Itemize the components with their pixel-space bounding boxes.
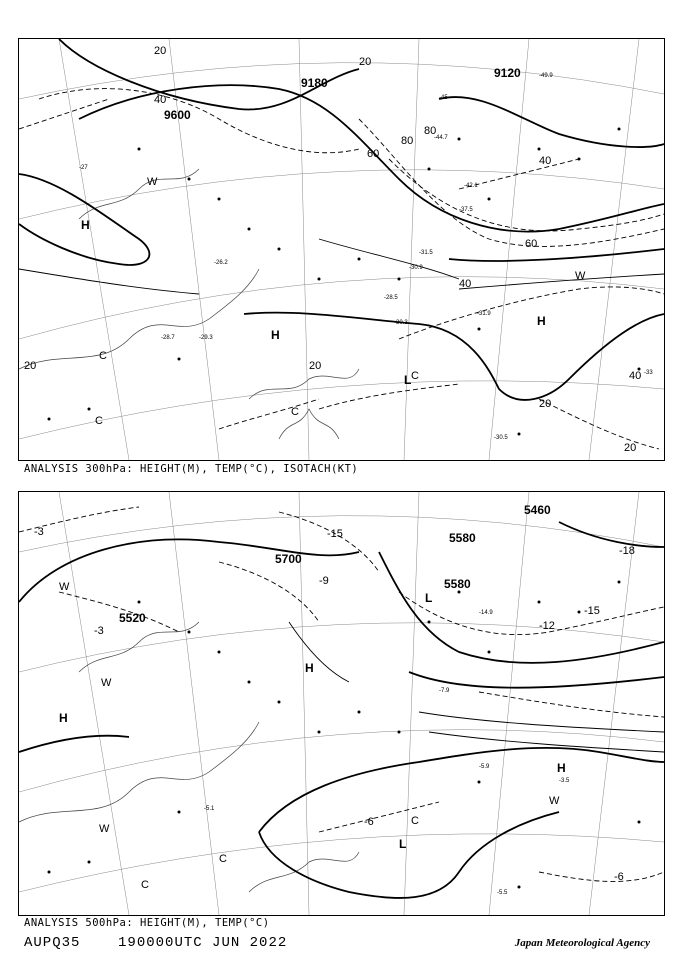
temp-label: -49.9 <box>539 73 553 79</box>
isotach-label: 20 <box>154 45 167 57</box>
temp-label: -27 <box>79 165 88 171</box>
low-center: L <box>425 591 433 605</box>
high-center: H <box>537 314 546 328</box>
warm-center: W <box>147 176 158 188</box>
isotach-label: 60 <box>525 238 538 250</box>
temp-label: -42.1 <box>464 183 478 189</box>
warm-center: W <box>549 795 560 807</box>
cold-center: C <box>411 815 419 827</box>
isotach-label: 20 <box>24 360 37 372</box>
temp-label: -15 <box>327 528 343 540</box>
temp-label: -7.9 <box>439 688 450 694</box>
cold-center: C <box>95 415 103 427</box>
agency-credit: Japan Meteorological Agency <box>514 937 650 949</box>
temp-label: -3.5 <box>559 778 570 784</box>
map-500hpa <box>19 492 664 915</box>
isotach-lines <box>19 89 664 449</box>
caption-500hpa: ANALYSIS 500hPa: HEIGHT(M), TEMP(°C) <box>24 917 270 929</box>
temp-label: -26.2 <box>214 260 228 266</box>
chart-identifier <box>24 935 287 951</box>
temp-label: -15 <box>584 605 600 617</box>
temp-label: -45 <box>439 95 448 101</box>
height-label: 9600 <box>164 108 191 122</box>
temp-label: -5.1 <box>204 806 215 812</box>
chart-300hpa <box>18 38 665 461</box>
low-center: L <box>399 837 407 851</box>
height-label: 5580 <box>444 577 471 591</box>
warm-center: W <box>59 581 70 593</box>
temp-label: -9 <box>319 575 329 587</box>
chart-500hpa <box>18 491 665 916</box>
lat-lon-grid <box>19 39 664 460</box>
isotach-label: 20 <box>309 360 322 372</box>
isotach-label: 20 <box>359 56 372 68</box>
warm-center: W <box>575 270 586 282</box>
height-label: 9120 <box>494 66 521 80</box>
height-label: 5700 <box>275 552 302 566</box>
temp-label: -29.3 <box>199 335 213 341</box>
temp-label: -44.7 <box>434 135 448 141</box>
height-label: 5520 <box>119 611 146 625</box>
chart-id: AUPQ35 <box>24 935 81 951</box>
isotach-label: 20 <box>539 398 552 410</box>
temp-label: -33 <box>644 370 653 376</box>
temp-label: -37.5 <box>459 207 473 213</box>
cold-center: C <box>411 370 419 382</box>
temp-label: -3 <box>94 625 104 637</box>
isotach-label: 40 <box>539 155 552 167</box>
map-300hpa <box>19 39 664 460</box>
temp-label: -3 <box>34 526 44 538</box>
high-center: H <box>81 218 90 232</box>
cold-center: C <box>219 853 227 865</box>
temp-label: -12 <box>539 620 555 632</box>
cold-center: C <box>291 406 299 418</box>
temp-label: -30.9 <box>409 265 423 271</box>
warm-center: W <box>99 823 110 835</box>
temp-label: -30.5 <box>494 435 508 441</box>
isotach-label: 60 <box>367 148 380 160</box>
warm-center: W <box>101 677 112 689</box>
temp-label: -31.9 <box>477 311 491 317</box>
temp-label: -18 <box>619 545 635 557</box>
cold-center: C <box>99 350 107 362</box>
temp-label: -6 <box>364 816 374 828</box>
isotach-label: 80 <box>424 125 437 137</box>
height-label: 5460 <box>524 503 551 517</box>
high-center: H <box>59 711 68 725</box>
isotach-label: 40 <box>154 94 167 106</box>
height-label: 9180 <box>301 76 328 90</box>
temp-label: -28.5 <box>384 295 398 301</box>
isotach-label: 40 <box>629 370 642 382</box>
temp-label: -5.9 <box>479 764 490 770</box>
low-center: L <box>404 373 412 387</box>
high-center: H <box>557 761 566 775</box>
temp-label: -6 <box>614 871 624 883</box>
isotherm-lines <box>19 507 664 881</box>
isotach-label: 20 <box>624 442 637 454</box>
high-center: H <box>271 328 280 342</box>
temp-label: -31.5 <box>419 250 433 256</box>
temp-label: -28.7 <box>161 335 175 341</box>
temp-label: -14.9 <box>479 610 493 616</box>
temp-label: -5.5 <box>497 890 508 896</box>
temp-label: -30.3 <box>394 320 408 326</box>
valid-time: 190000UTC JUN 2022 <box>118 935 288 951</box>
caption-300hpa: ANALYSIS 300hPa: HEIGHT(M), TEMP(°C), ISOTACH(KT) <box>24 463 359 475</box>
high-center: H <box>305 661 314 675</box>
isotach-label: 80 <box>401 135 414 147</box>
height-contours <box>19 522 664 898</box>
isotach-label: 40 <box>459 278 472 290</box>
minor-contours <box>19 239 664 294</box>
cold-center: C <box>141 879 149 891</box>
height-label: 5580 <box>449 531 476 545</box>
height-contours <box>19 39 664 400</box>
